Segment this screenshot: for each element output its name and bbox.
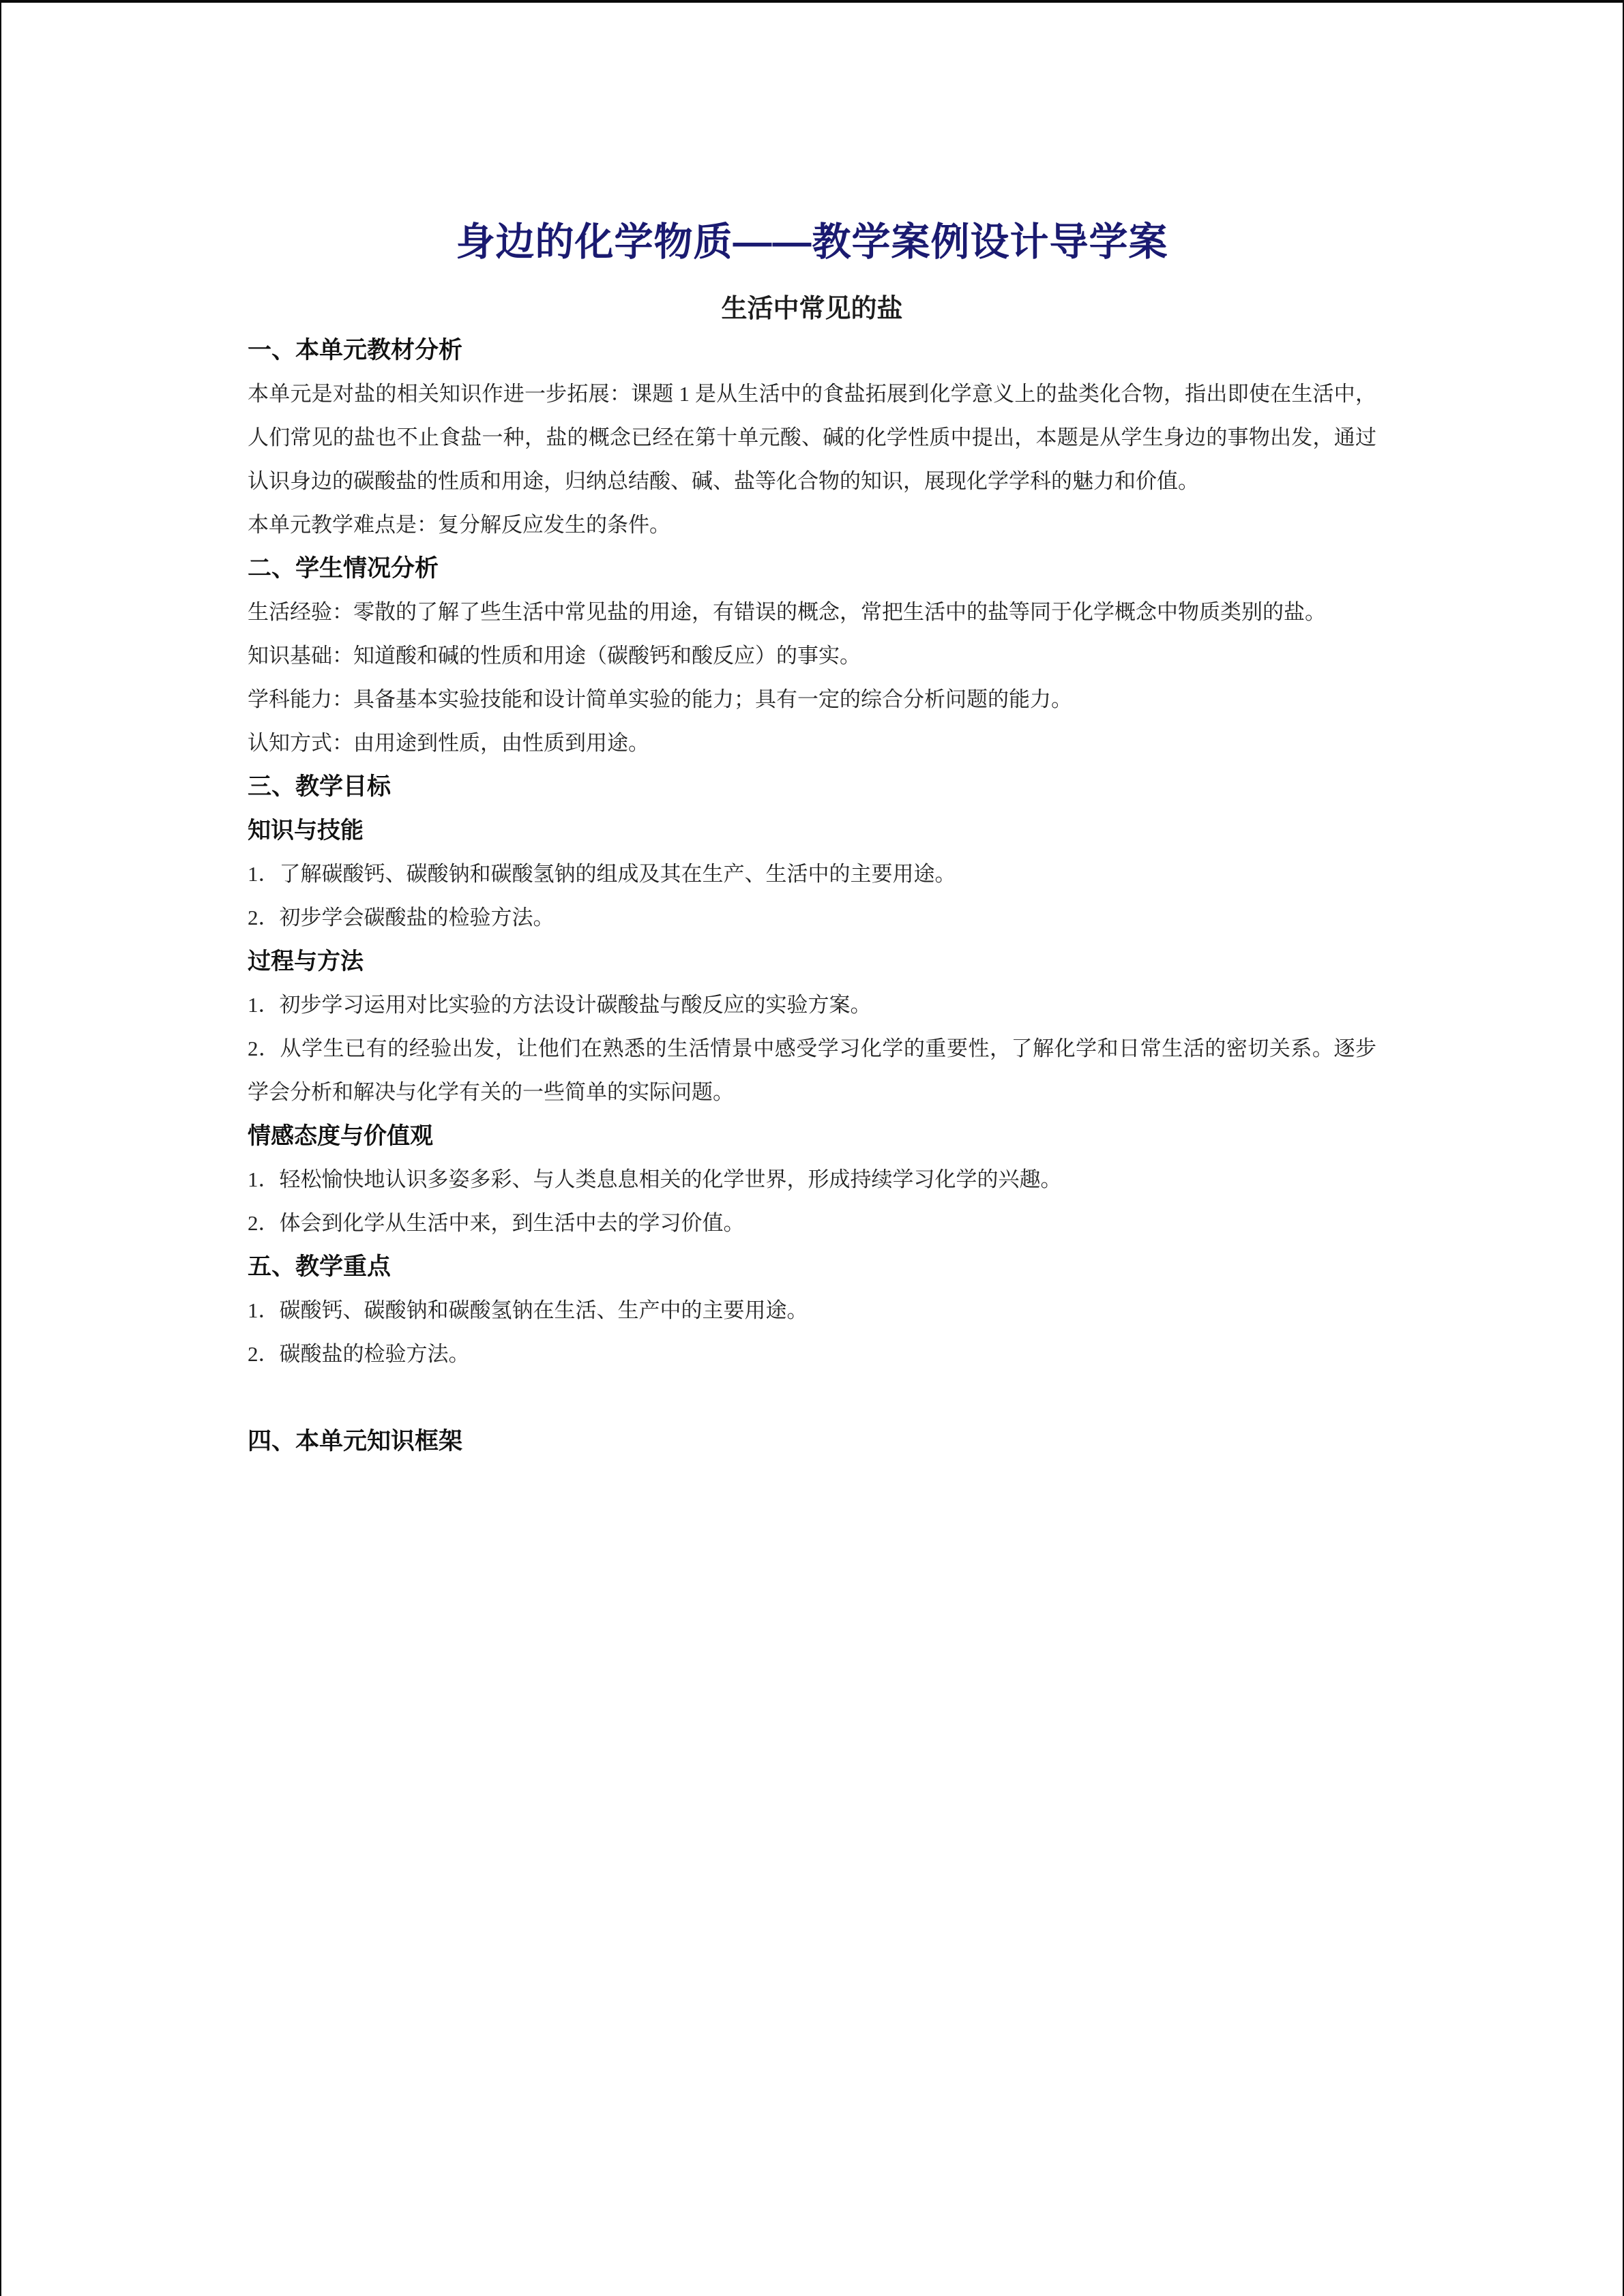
paragraph: 知识基础：知道酸和碱的性质和用途（碳酸钙和酸反应）的事实。 — [248, 644, 861, 668]
paragraph: 1．初步学习运用对比实验的方法设计碳酸盐与酸反应的实验方案。 — [248, 993, 872, 1017]
section-heading: 二、学生情况分析 — [248, 555, 439, 582]
section-heading: 一、本单元教材分析 — [248, 337, 463, 363]
paragraph: 本单元是对盐的相关知识作进一步拓展：课题 1 是从生活中的食盐拓展到化学意义上的盐类化合物，指出即使在生活中，人们常见的盐也不止食盐一种，盐的概念已经在第十单元酸、碱的化学性质中提出，本题是从学生身边的事物出发，通过认识身边的碳酸盐的性质和用途，归纳总结酸、碱、盐等化合物的知识，展现化学学科的魅力和价值。 — [248, 382, 1376, 493]
paragraph: 学科能力：具备基本实验技能和设计简单实验的能力；具有一定的综合分析问题的能力。 — [248, 687, 1072, 711]
paragraph: 生活经验：零散的了解了些生活中常见盐的用途，有错误的概念，常把生活中的盐等同于化学概念中物质类别的盐。 — [248, 600, 1326, 624]
document-body — [248, 329, 1376, 1463]
section-heading: 四、本单元知识框架 — [248, 1428, 463, 1455]
document-subtitle: 生活中常见的盐 — [721, 295, 903, 323]
paragraph: 2．体会到化学从生活中来，到生活中去的学习价值。 — [248, 1211, 745, 1235]
paragraph: 认知方式：由用途到性质，由性质到用途。 — [248, 731, 649, 755]
sub-heading: 过程与方法 — [248, 949, 364, 974]
paragraph: 本单元教学难点是：复分解反应发生的条件。 — [248, 513, 670, 537]
document-title: 身边的化学物质——教学案例设计导学案 — [456, 220, 1168, 264]
paragraph: 1．轻松愉快地认识多姿多彩、与人类息息相关的化学世界，形成持续学习化学的兴趣。 — [248, 1167, 1062, 1191]
sub-heading: 情感态度与价值观 — [248, 1123, 433, 1149]
paragraph: 2．初步学会碳酸盐的检验方法。 — [248, 906, 555, 929]
section-heading: 三、教学目标 — [248, 773, 392, 800]
section-heading: 五、教学重点 — [248, 1253, 392, 1280]
paragraph: 1．碳酸钙、碳酸钠和碳酸氢钠在生活、生产中的主要用途。 — [248, 1298, 808, 1322]
paragraph: 2．从学生已有的经验出发，让他们在熟悉的生活情景中感受学习化学的重要性，了解化学和日常生活的密切关系。逐步学会分析和解决与化学有关的一些简单的实际问题。 — [248, 1037, 1376, 1104]
paragraph-spacer — [248, 1376, 1376, 1420]
sub-heading: 知识与技能 — [248, 818, 364, 844]
paragraph: 1．了解碳酸钙、碳酸钠和碳酸氢钠的组成及其在生产、生活中的主要用途。 — [248, 862, 956, 886]
paragraph: 2．碳酸盐的检验方法。 — [248, 1342, 470, 1366]
